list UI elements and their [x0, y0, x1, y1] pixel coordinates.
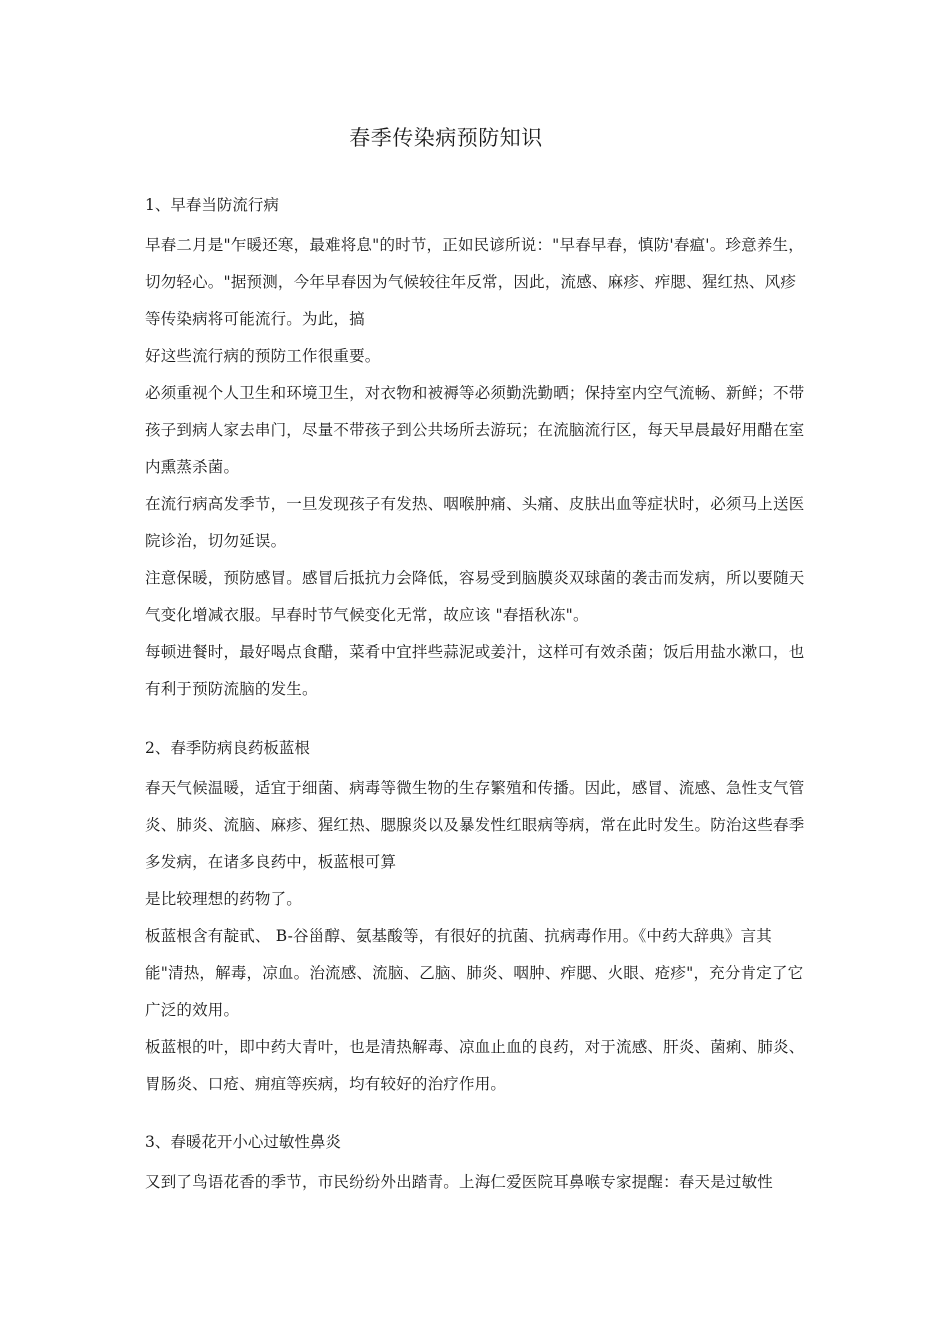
paragraph: 板蓝根的叶，即中药大青叶，也是清热解毒、凉血止血的良药，对于流感、肝炎、菌痢、肺炎、胃肠炎、口疮、痈疽等疾病，均有较好的治疗作用。 — [145, 1038, 805, 1093]
paragraph: 春天气候温暖，适宜于细菌、病毒等微生物的生存繁殖和传播。因此，感冒、流感、急性支气管炎、肺炎、流脑、麻疹、猩红热、腮腺炎以及暴发性红眼病等病，常在此时发生。防治这些春季多发病，在诸多良药中，板蓝根可算 — [145, 779, 805, 871]
paragraph: 是比较理想的药物了。 — [145, 890, 303, 908]
section-3 — [145, 1132, 810, 1201]
paragraph: 好这些流行病的预防工作很重要。 — [145, 347, 381, 365]
section-heading: 2、春季防病良药板蓝根 — [145, 739, 310, 757]
paragraph: 必须重视个人卫生和环境卫生，对衣物和被褥等必须勤洗勤晒；保持室内空气流畅、新鲜；不带孩子到病人家去串门，尽量不带孩子到公共场所去游玩；在流脑流行区，每天早晨最好用醋在室内熏蒸杀菌。 — [145, 384, 805, 476]
paragraph: 每顿进餐时，最好喝点食醋，菜肴中宜拌些蒜泥或姜汁，这样可有效杀菌；饭后用盐水漱口，也有利于预防流脑的发生。 — [145, 643, 805, 698]
section-heading: 3、春暖花开小心过敏性鼻炎 — [145, 1133, 341, 1151]
paragraph: 板蓝根含有靛甙、 B-谷甾醇、氨基酸等，有很好的抗菌、抗病毒作用。《中药大辞典》言其能"清热，解毒，凉血。治流感、流脑、乙脑、肺炎、咽肿、痄腮、火眼、疮疹"，充分肯定了它广泛的效用。 — [145, 927, 804, 1019]
paragraph: 注意保暖，预防感冒。感冒后抵抗力会降低，容易受到脑膜炎双球菌的袭击而发病，所以要随天气变化增减衣服。早春时节气候变化无常，故应该 "春捂秋冻"。 — [145, 569, 805, 624]
paragraph: 又到了鸟语花香的季节，市民纷纷外出踏青。上海仁爱医院耳鼻喉专家提醒：春天是过敏性 — [145, 1173, 774, 1191]
document-title: 春季传染病预防知识 — [349, 126, 543, 150]
section-2 — [145, 738, 810, 1103]
section-1 — [145, 195, 810, 708]
paragraph: 早春二月是"乍暖还寒，最难将息"的时节，正如民谚所说："早春早春，慎防'春瘟'。珍意养生，切勿轻心。"据预测，今年早春因为气候较往年反常，因此，流感、麻疹、痄腮、猩红热、风疹等传染病将可能流行。为此，搞 — [145, 236, 804, 328]
section-heading: 1、早春当防流行病 — [145, 196, 279, 214]
paragraph: 在流行病高发季节，一旦发现孩子有发热、咽喉肿痛、头痛、皮肤出血等症状时，必须马上送医院诊治，切勿延误。 — [145, 495, 805, 550]
